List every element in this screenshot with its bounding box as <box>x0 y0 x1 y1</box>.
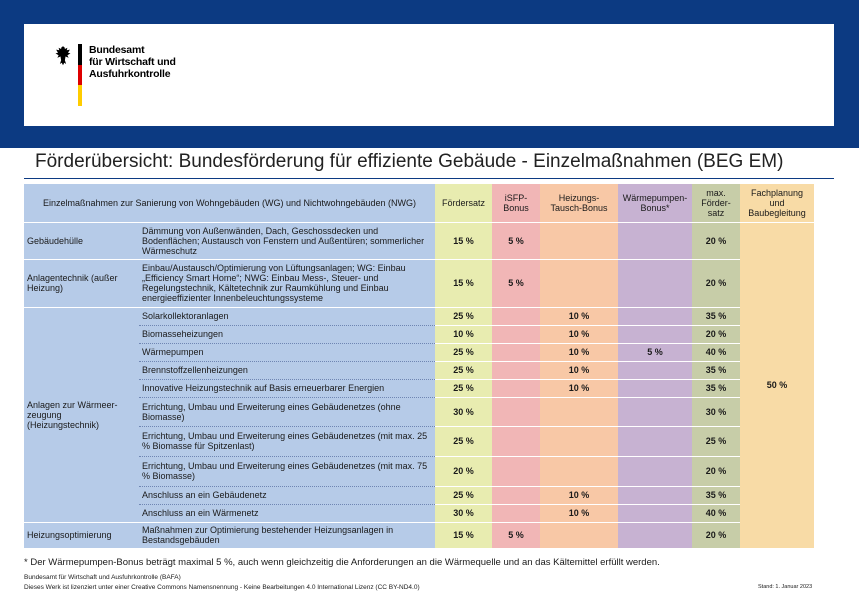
cell-waermepumpe <box>618 259 692 307</box>
cell-foerdersatz: 20 % <box>435 456 492 486</box>
cell-foerdersatz: 15 % <box>435 259 492 307</box>
cell-max: 35 % <box>692 379 740 397</box>
table-row <box>24 222 814 259</box>
cell-waermepumpe <box>618 361 692 379</box>
page-title: Förderübersicht: Bundesförderung für effiziente Gebäude - Einzelmaßnahmen (BEG EM) <box>35 151 784 172</box>
table-row <box>24 379 814 397</box>
cell-foerdersatz: 25 % <box>435 486 492 504</box>
cell-heizung: 10 % <box>540 343 618 361</box>
category-gebaeudehuelle: Gebäudehülle <box>24 222 139 259</box>
cell-isfp <box>492 456 540 486</box>
row-description: Errichtung, Umbau und Erweiterung eines Gebäudenetzes (mit max. 25 % Biomasse für Spitzenlast) <box>139 426 435 456</box>
row-description: Anschluss an ein Wärmenetz <box>139 504 435 522</box>
cell-heizung: 10 % <box>540 486 618 504</box>
category-waermeerzeugung: Anlagen zur Wärmeer-zeugung (Heizungstechnik) <box>24 307 139 522</box>
cell-isfp: 5 % <box>492 259 540 307</box>
cell-max: 30 % <box>692 397 740 426</box>
cell-foerdersatz: 25 % <box>435 361 492 379</box>
table-row <box>24 504 814 522</box>
header-max: max. Förder-satz <box>692 184 740 222</box>
cell-max: 20 % <box>692 522 740 548</box>
cell-max: 20 % <box>692 259 740 307</box>
cell-heizung <box>540 222 618 259</box>
row-description: Anschluss an ein Gebäudenetz <box>139 486 435 504</box>
cell-foerdersatz: 10 % <box>435 325 492 343</box>
cell-isfp <box>492 426 540 456</box>
cell-waermepumpe <box>618 325 692 343</box>
federal-eagle-logo <box>48 44 78 84</box>
header-fachplanung: Fachplanung und Baubegleitung <box>740 184 814 222</box>
table-row <box>24 307 814 325</box>
row-description: Dämmung von Außenwänden, Dach, Geschossdecken und Bodenflächen; Austausch von Fenstern und Außentüren; sommerlicher Wärmeschutz <box>139 222 435 259</box>
cell-isfp <box>492 325 540 343</box>
row-description: Innovative Heizungstechnik auf Basis erneuerbarer Energien <box>139 379 435 397</box>
table-row <box>24 259 814 307</box>
cell-max: 20 % <box>692 325 740 343</box>
cell-foerdersatz: 15 % <box>435 222 492 259</box>
cell-heizung <box>540 259 618 307</box>
table-row <box>24 325 814 343</box>
row-description: Einbau/Austausch/Optimierung von Lüftungsanlagen; WG: Einbau „Efficiency Smart Home“; NWG: Einbau Mess-, Steuer- und Regelungstechnik, Kältetechnik zur Raumkühlung und Einbau energieeffizienter Innenbeleuchtungssysteme <box>139 259 435 307</box>
row-description: Wärmepumpen <box>139 343 435 361</box>
cell-isfp: 5 % <box>492 522 540 548</box>
header-row <box>24 184 814 222</box>
header-heizung: Heizungs-Tausch-Bonus <box>540 184 618 222</box>
cell-heizung <box>540 397 618 426</box>
row-description: Solarkollektoranlagen <box>139 307 435 325</box>
cell-heizung: 10 % <box>540 361 618 379</box>
organization-name <box>89 44 176 80</box>
org-line-3: Ausfuhrkontrolle <box>89 68 171 80</box>
row-description: Biomasseheizungen <box>139 325 435 343</box>
cell-foerdersatz: 30 % <box>435 504 492 522</box>
cell-fachplanung: 50 % <box>740 222 814 548</box>
cell-isfp <box>492 486 540 504</box>
cell-waermepumpe <box>618 379 692 397</box>
table-row <box>24 522 814 548</box>
footer-date: Stand: 1. Januar 2023 <box>758 584 813 590</box>
cell-foerdersatz: 25 % <box>435 426 492 456</box>
category-anlagentechnik: Anlagentechnik (außer Heizung) <box>24 259 139 307</box>
cell-heizung: 10 % <box>540 325 618 343</box>
cell-max: 25 % <box>692 426 740 456</box>
cell-heizung <box>540 456 618 486</box>
cell-waermepumpe <box>618 307 692 325</box>
cell-isfp <box>492 343 540 361</box>
header-waermepumpe: Wärmepumpen-Bonus* <box>618 184 692 222</box>
cell-max: 35 % <box>692 307 740 325</box>
funding-table <box>24 184 814 549</box>
federal-flag-stripe <box>78 44 82 106</box>
table-row <box>24 486 814 504</box>
cell-heizung: 10 % <box>540 504 618 522</box>
cell-foerdersatz: 25 % <box>435 307 492 325</box>
title-divider <box>24 178 834 179</box>
header-isfp: iSFP-Bonus <box>492 184 540 222</box>
table-row <box>24 426 814 456</box>
row-description: Errichtung, Umbau und Erweiterung eines Gebäudenetzes (ohne Biomasse) <box>139 397 435 426</box>
cell-foerdersatz: 25 % <box>435 343 492 361</box>
row-description: Brennstoffzellenheizungen <box>139 361 435 379</box>
cell-waermepumpe <box>618 456 692 486</box>
cell-max: 40 % <box>692 504 740 522</box>
cell-heizung: 10 % <box>540 307 618 325</box>
footnote: * Der Wärmepumpen-Bonus beträgt maximal 5 %, auch wenn gleichzeitig die Anforderungen an die Wärmequelle und an das Kältemittel erfüllt werden. <box>24 557 660 568</box>
cell-heizung: 10 % <box>540 379 618 397</box>
cell-waermepumpe <box>618 486 692 504</box>
row-description: Errichtung, Umbau und Erweiterung eines Gebäudenetzes (mit max. 75 % Biomasse) <box>139 456 435 486</box>
cell-waermepumpe <box>618 426 692 456</box>
org-line-1: Bundesamt <box>89 44 145 56</box>
footer-license: Dieses Werk ist lizenziert unter einer Creative Commons Namensnennung - Keine Bearbeitungen 4.0 International Lizenz (CC BY-ND4.0) <box>24 584 420 591</box>
header-measures: Einzelmaßnahmen zur Sanierung von Wohngebäuden (WG) und Nichtwohngebäuden (NWG) <box>24 184 435 222</box>
category-optimierung: Heizungsoptimierung <box>24 522 139 548</box>
table-row <box>24 456 814 486</box>
table-row <box>24 397 814 426</box>
cell-waermepumpe <box>618 222 692 259</box>
cell-max: 35 % <box>692 361 740 379</box>
cell-max: 20 % <box>692 456 740 486</box>
cell-foerdersatz: 30 % <box>435 397 492 426</box>
cell-foerdersatz: 15 % <box>435 522 492 548</box>
cell-waermepumpe: 5 % <box>618 343 692 361</box>
cell-waermepumpe <box>618 522 692 548</box>
cell-max: 35 % <box>692 486 740 504</box>
cell-max: 40 % <box>692 343 740 361</box>
cell-waermepumpe <box>618 397 692 426</box>
cell-isfp <box>492 361 540 379</box>
cell-heizung <box>540 522 618 548</box>
cell-isfp <box>492 397 540 426</box>
cell-max: 20 % <box>692 222 740 259</box>
cell-heizung <box>540 426 618 456</box>
footer-publisher: Bundesamt für Wirtschaft und Ausfuhrkontrolle (BAFA) <box>24 574 181 581</box>
table-row <box>24 361 814 379</box>
cell-isfp <box>492 307 540 325</box>
header-foerdersatz: Fördersatz <box>435 184 492 222</box>
table-row <box>24 343 814 361</box>
cell-isfp <box>492 379 540 397</box>
cell-waermepumpe <box>618 504 692 522</box>
org-line-2: für Wirtschaft und <box>89 56 176 68</box>
cell-isfp <box>492 504 540 522</box>
cell-foerdersatz: 25 % <box>435 379 492 397</box>
cell-isfp: 5 % <box>492 222 540 259</box>
row-description: Maßnahmen zur Optimierung bestehender Heizungsanlagen in Bestandsgebäuden <box>139 522 435 548</box>
